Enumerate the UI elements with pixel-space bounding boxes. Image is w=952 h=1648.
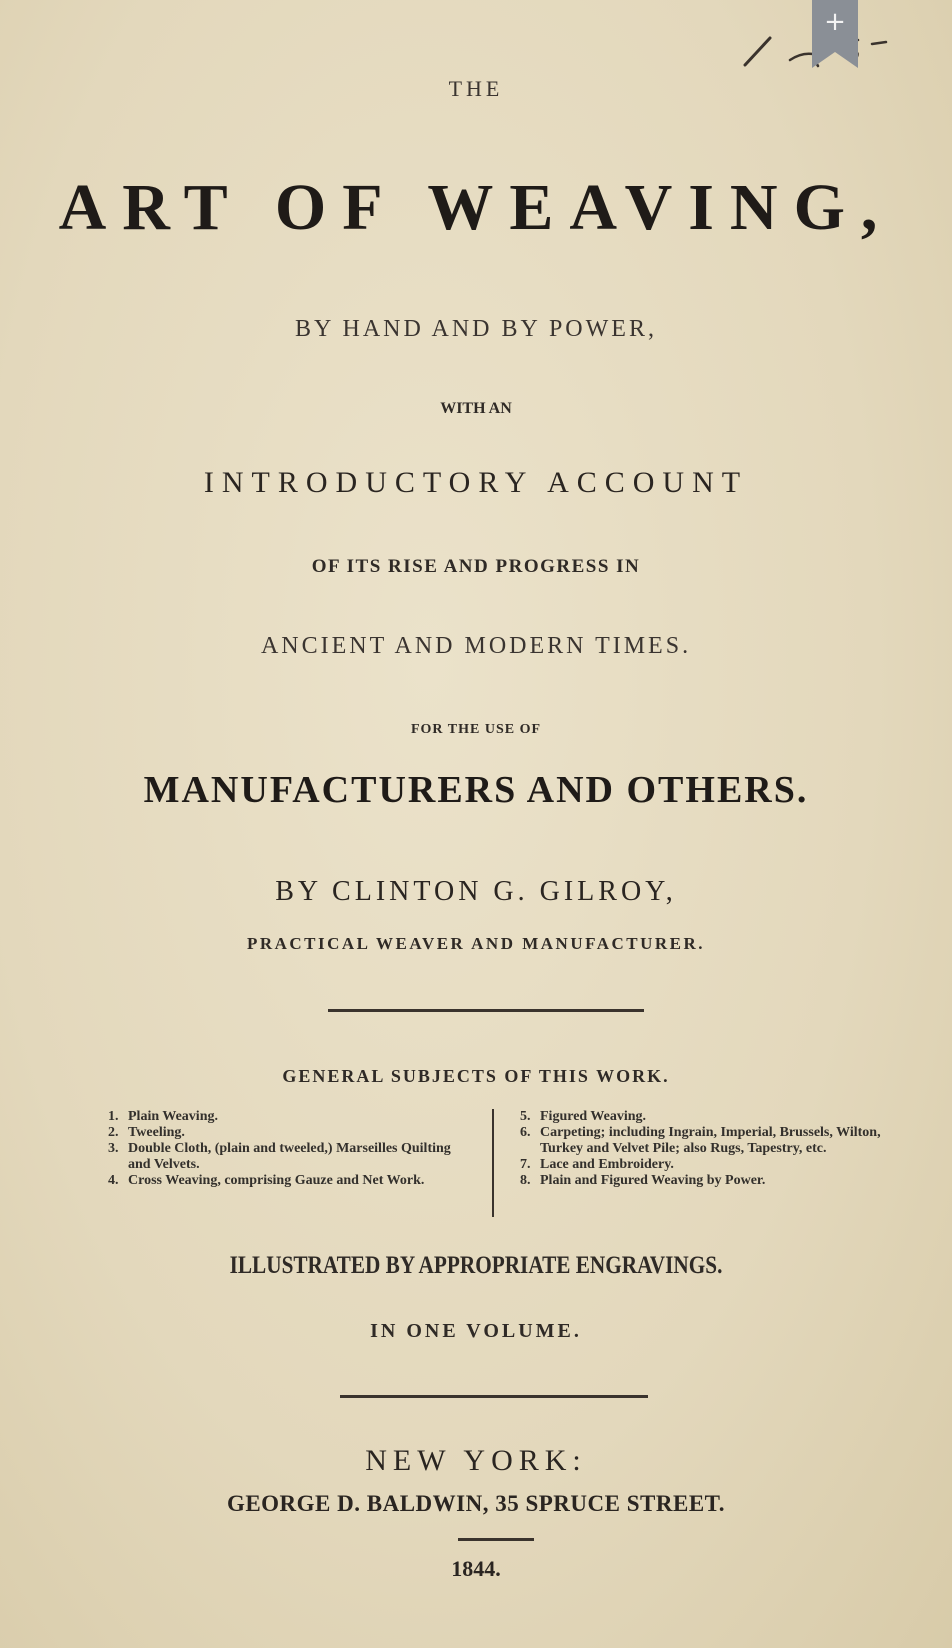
subject-item [520,1157,892,1173]
with-an-text: WITH AN [440,400,512,417]
subject-number: 2. [108,1125,119,1140]
subject-text: Plain Weaving. [128,1109,218,1124]
subject-text: Figured Weaving. [540,1109,647,1124]
bookmark-add-icon[interactable] [812,0,858,68]
volume-line: IN ONE VOLUME. [370,1320,582,1342]
manufacturers-heading: MANUFACTURERS AND OTHERS. [143,769,809,811]
publication-year: 1844. [451,1556,501,1581]
subject-item [520,1125,892,1157]
book-title: ART OF WEAVING, [58,171,894,244]
publication-city: NEW YORK: [365,1444,587,1477]
subject-text: Carpeting; including Ingrain, Imperial, Brussels, Wilton, Turkey and Velvet Pile; also Rugs, Tapestry, etc. [540,1125,881,1156]
subject-item [520,1109,892,1125]
subject-item [108,1173,468,1189]
subject-number: 1. [108,1109,119,1124]
general-subjects-heading: GENERAL SUBJECTS OF THIS WORK. [282,1066,670,1086]
subject-item [108,1125,468,1141]
pretitle: THE [448,76,504,101]
illustrated-line: ILLUSTRATED BY APPROPRIATE ENGRAVINGS. [229,1252,723,1279]
subject-item [108,1109,468,1125]
subject-text: Double Cloth, (plain and tweeled,) Marseilles Quilting and Velvets. [128,1141,451,1172]
subjects-list [108,1109,888,1219]
subjects-left-column [108,1109,468,1189]
for-use-text: FOR THE USE OF [410,722,542,737]
ancient-modern-text: ANCIENT AND MODERN TIMES. [260,633,692,659]
subject-text: Lace and Embroidery. [540,1157,674,1172]
introductory-account: INTRODUCTORY ACCOUNT [203,466,749,499]
column-divider [492,1109,494,1217]
subject-number: 3. [108,1141,119,1156]
subtitle-by-hand: BY HAND AND BY POWER, [295,316,657,342]
subject-number: 6. [520,1125,531,1140]
subject-number: 5. [520,1109,531,1124]
divider-rule [328,1009,644,1012]
subject-item [520,1173,892,1189]
subject-text: Tweeling. [128,1125,185,1140]
rise-progress-text: OF ITS RISE AND PROGRESS IN [311,556,641,577]
publisher-line: GEORGE D. BALDWIN, 35 SPRUCE STREET. [226,1491,726,1516]
subject-text: Plain and Figured Weaving by Power. [540,1173,766,1188]
subject-number: 4. [108,1173,119,1188]
divider-rule [340,1395,648,1398]
subject-item [108,1141,468,1173]
subject-text: Cross Weaving, comprising Gauze and Net Work. [128,1173,425,1188]
short-divider-rule [458,1538,534,1541]
author-title: PRACTICAL WEAVER AND MANUFACTURER. [246,934,706,953]
subject-number: 7. [520,1157,531,1172]
subjects-right-column [520,1109,892,1189]
subject-number: 8. [520,1173,531,1188]
author-line: BY CLINTON G. GILROY, [275,876,677,907]
bookmark-plus-symbol: + [824,7,846,37]
